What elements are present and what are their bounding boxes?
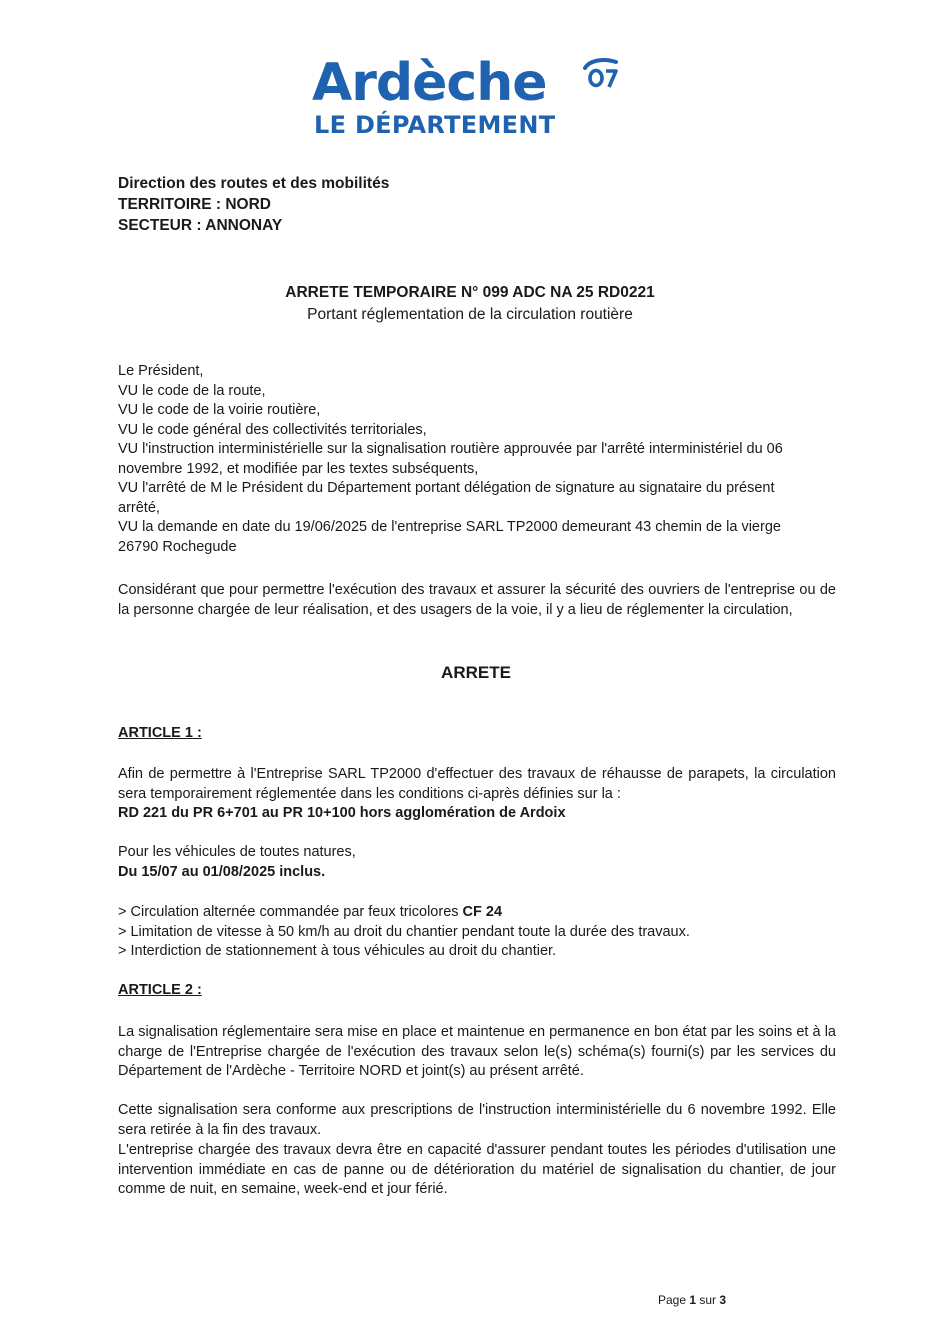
article-1-intro — [118, 765, 836, 824]
page-number — [658, 1292, 726, 1308]
page-separator: sur — [696, 1293, 720, 1307]
measure-item: > Interdiction de stationnement à tous véhicules au droit du chantier. — [118, 943, 557, 959]
article-1-intro-text: Afin de permettre à l'Entreprise SARL TP2000 d'effectuer des travaux de réhausse de parapets, la circulation sera temporairement réglementée dans les conditions ci-après définies sur la : — [118, 766, 836, 802]
visa-line: VU le code de la voirie routière, — [118, 402, 321, 418]
measure-code: CF 24 — [462, 904, 503, 920]
visas-list — [118, 362, 838, 557]
article-2-heading: ARTICLE 2 : — [118, 982, 202, 998]
article-1-vehicles — [118, 843, 818, 882]
visa-line: VU le code général des collectivités territoriales, — [118, 421, 427, 438]
visa-line: arrêté, — [118, 499, 160, 516]
page-current: 1 — [689, 1293, 697, 1307]
service-header — [118, 173, 389, 236]
article-1-measures — [118, 903, 838, 962]
direction-label: Direction des routes et des mobilités — [118, 175, 390, 192]
visa-line: VU l'arrêté de M le Président du Département portant délégation de signature au signataire du présent — [118, 480, 775, 496]
decree-title — [0, 282, 940, 325]
visa-line: novembre 1992, et modifiée par les textes subséquents, — [118, 460, 479, 477]
page-label: Page — [658, 1293, 690, 1307]
considerant-paragraph: Considérant que pour permettre l'exécution des travaux et assurer la sécurité des ouvriers de l'entreprise ou de la personne chargée de leur réalisation, et des usagers de la voie, il y a lieu de réglementer la circulation, — [118, 582, 836, 618]
visa-line: VU le code de la route, — [118, 382, 266, 399]
decree-number: ARRETE TEMPORAIRE N° 099 ADC NA 25 RD0221 — [285, 284, 655, 301]
logo-07-mark-icon — [582, 56, 622, 90]
page-total: 3 — [719, 1293, 727, 1307]
logo-subtitle: LE DÉPARTEMENT — [314, 111, 556, 139]
article-2-paragraph: La signalisation réglementaire sera mise en place et maintenue en permanence en bon état par les soins et à la charge de l'Entreprise chargée de l'exécution des travaux selon le(s) schéma(s) fourni(s) par les services du Département de l'Ardèche - Territoire NORD et joint(s) au présent arrêté. — [118, 1024, 836, 1079]
territoire-label: TERRITOIRE : NORD — [118, 196, 271, 213]
measure-item: > Limitation de vitesse à 50 km/h au droit du chantier pendant toute la durée des travaux. — [118, 923, 690, 940]
visa-line: VU l'instruction interministérielle sur la signalisation routière approuvée par l'arrêté interministériel du 06 — [118, 441, 783, 457]
department-logo — [312, 52, 632, 144]
logo-name: Ardèche — [312, 53, 547, 113]
article-2-paragraph: L'entreprise chargée des travaux devra être en capacité d'assurer pendant toutes les périodes d'utilisation une intervention immédiate en cas de panne ou de détérioration du matériel de signalisation du chantier, de jour comme de nuit, en semaine, week-end et jour férié. — [118, 1142, 836, 1197]
article-1-heading: ARTICLE 1 : — [118, 725, 202, 741]
arrete-heading: ARRETE — [441, 663, 511, 682]
visa-line: VU la demande en date du 19/06/2025 de l'entreprise SARL TP2000 demeurant 43 chemin de la vierge — [118, 519, 781, 535]
article-1-road: RD 221 du PR 6+701 au PR 10+100 hors agglomération de Ardoix — [118, 805, 566, 821]
article-2-paragraph: Cette signalisation sera conforme aux prescriptions de l'instruction interministérielle du 6 novembre 1992. Elle sera retirée à la fin des travaux. — [118, 1102, 836, 1138]
visa-line: Le Président, — [118, 363, 204, 379]
period-dates: Du 15/07 au 01/08/2025 inclus. — [118, 863, 326, 880]
measure-text: > Circulation alternée commandée par feux tricolores — [118, 904, 463, 920]
measure-item — [118, 903, 838, 923]
decree-subject: Portant réglementation de la circulation routière — [307, 306, 633, 323]
secteur-label: SECTEUR : ANNONAY — [118, 217, 283, 234]
visa-line: 26790 Rochegude — [118, 538, 237, 555]
vehicles-scope: Pour les véhicules de toutes natures, — [118, 844, 356, 860]
